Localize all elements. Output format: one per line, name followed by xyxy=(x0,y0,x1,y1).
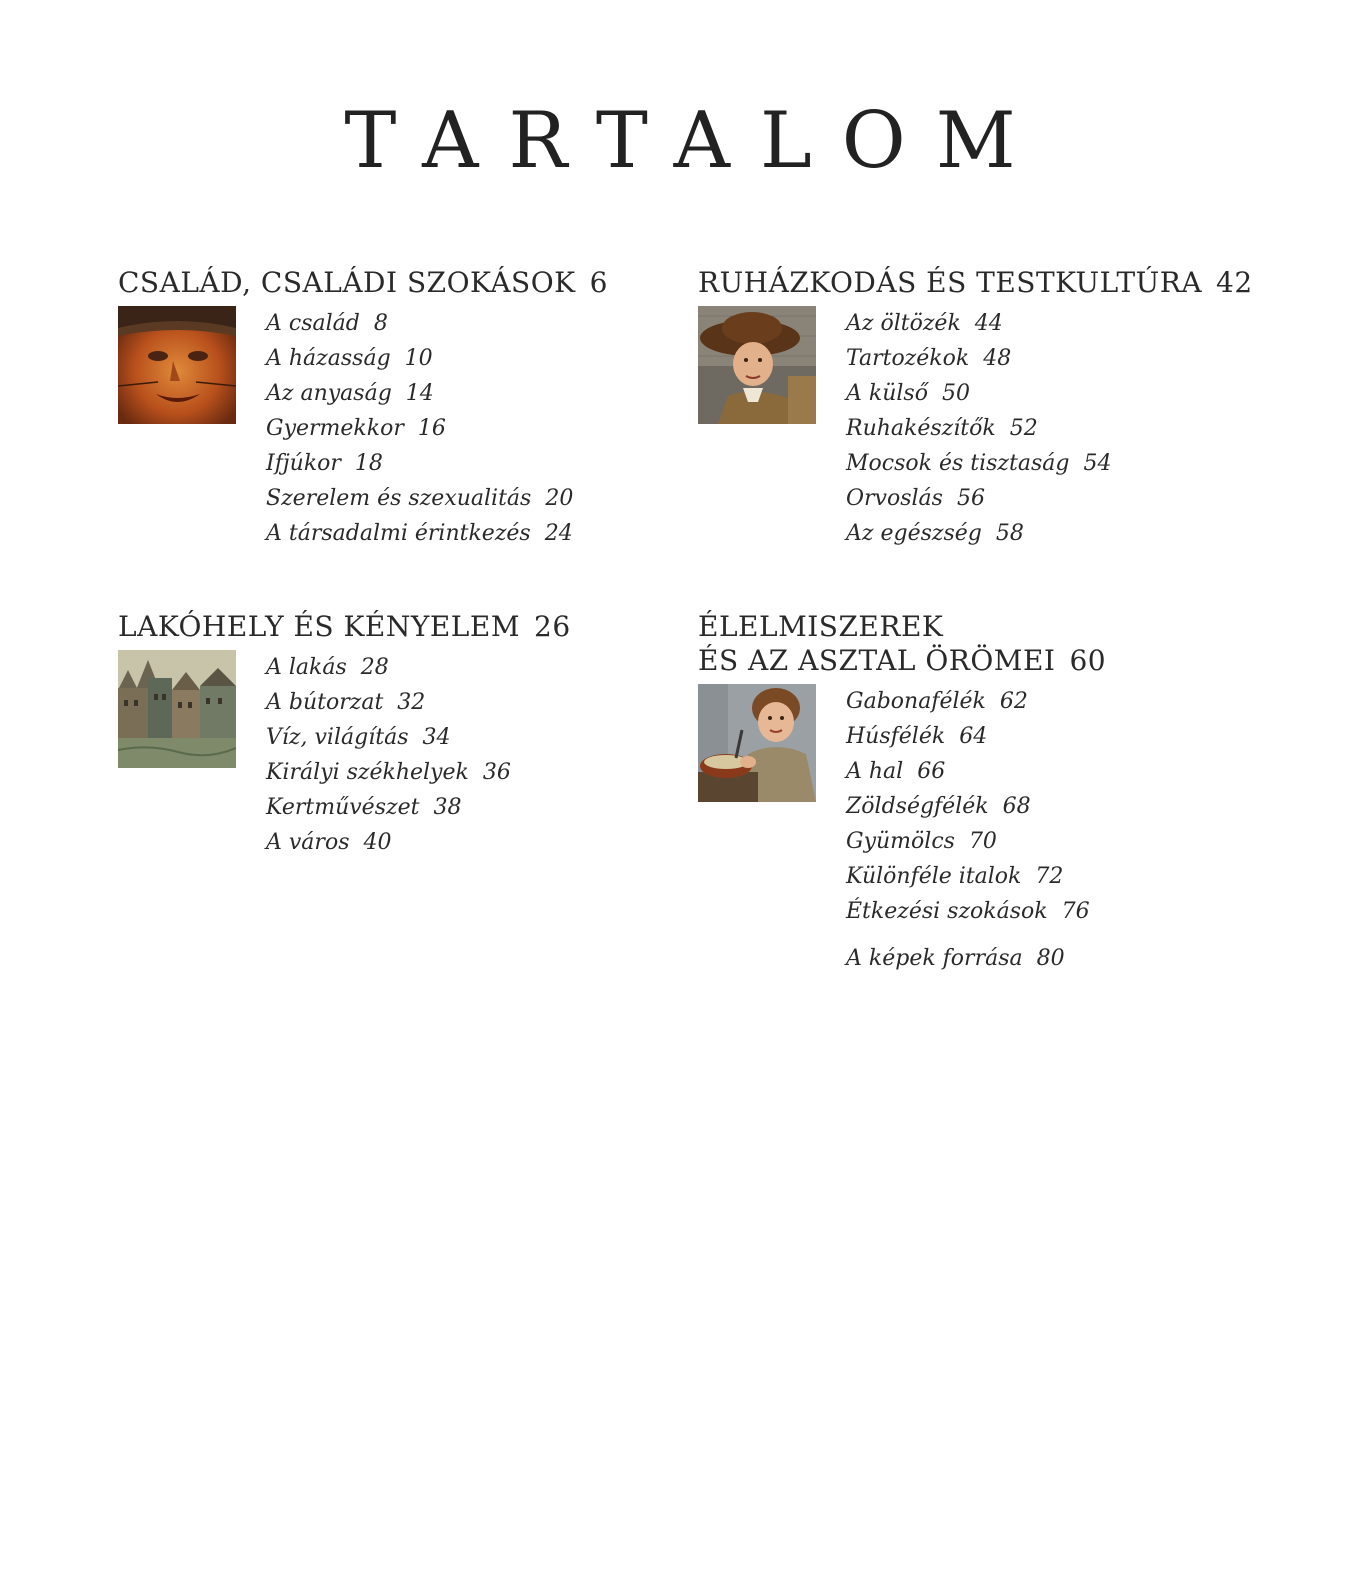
entry-label: Az anyaság xyxy=(266,381,392,406)
section-page-number: 26 xyxy=(534,610,571,643)
section-page-number: 60 xyxy=(1069,644,1107,677)
toc-entry[interactable] xyxy=(846,306,1258,341)
toc-entry[interactable] xyxy=(266,306,678,341)
entry-label: A város xyxy=(266,830,350,855)
entry-page-number: 62 xyxy=(999,689,1028,714)
entry-page-number: 34 xyxy=(422,725,451,750)
entry-label: A bútorzat xyxy=(266,690,384,715)
toc-entry[interactable] xyxy=(846,516,1258,551)
entry-page-number: 8 xyxy=(373,311,388,336)
toc-entry[interactable] xyxy=(266,790,678,825)
entry-page-number: 48 xyxy=(983,346,1012,371)
boy-eating-image xyxy=(698,684,816,802)
toc-entry[interactable] xyxy=(266,755,678,790)
image-sources-list xyxy=(698,941,1258,976)
entry-label: Tartozékok xyxy=(846,346,970,371)
entry-page-number: 10 xyxy=(404,346,433,371)
toc-entry[interactable] xyxy=(266,825,678,860)
entry-label: A hal xyxy=(846,759,904,784)
entry-page-number: 76 xyxy=(1061,899,1090,924)
entry-label: A család xyxy=(266,311,360,336)
entry-label: A külső xyxy=(846,381,928,406)
toc-entry[interactable] xyxy=(266,446,678,481)
town-painting-image xyxy=(118,650,236,768)
entry-label: Királyi székhelyek xyxy=(266,760,469,785)
entry-label: Az egészség xyxy=(846,521,982,546)
toc-entry[interactable] xyxy=(266,341,678,376)
section-heading[interactable] xyxy=(118,266,678,300)
entry-page-number: 14 xyxy=(405,381,434,406)
face-painting-image xyxy=(118,306,236,424)
entry-page-number: 56 xyxy=(956,486,985,511)
section-heading-line-2: ÉS AZ ASZTAL ÖRÖMEI xyxy=(698,644,1056,677)
entry-label: Gyermekkor xyxy=(266,416,404,441)
toc-entry[interactable] xyxy=(846,376,1258,411)
section-thumbnail-town-painting xyxy=(118,650,236,768)
section-page-number: 6 xyxy=(589,266,608,299)
section-heading[interactable] xyxy=(698,610,1258,678)
toc-entry[interactable] xyxy=(846,684,1258,719)
toc-entry[interactable] xyxy=(846,824,1258,859)
section-thumbnail-face-painting xyxy=(118,306,236,424)
entry-label: Étkezési szokások xyxy=(846,899,1048,924)
section-heading-text: CSALÁD, CSALÁDI SZOKÁSOK xyxy=(118,266,576,299)
entry-page-number: 44 xyxy=(974,311,1003,336)
toc-entry[interactable] xyxy=(846,341,1258,376)
entry-label: Szerelem és szexualitás xyxy=(266,486,532,511)
entry-page-number: 80 xyxy=(1036,946,1065,971)
toc-section-food xyxy=(698,610,1258,976)
entry-label: Víz, világítás xyxy=(266,725,409,750)
toc-entry[interactable] xyxy=(266,411,678,446)
entry-page-number: 68 xyxy=(1002,794,1031,819)
entry-label: Különféle italok xyxy=(846,864,1022,889)
toc-section-housing xyxy=(118,610,678,860)
toc-entry[interactable] xyxy=(846,894,1258,929)
toc-section-clothing xyxy=(698,266,1258,551)
entry-label: Ifjúkor xyxy=(266,451,341,476)
entry-label: A házasság xyxy=(266,346,391,371)
toc-section-family xyxy=(118,266,678,551)
toc-entry[interactable] xyxy=(846,859,1258,894)
entry-label: Gabonafélék xyxy=(846,689,986,714)
toc-entry[interactable] xyxy=(846,446,1258,481)
entry-label: A képek forrása xyxy=(846,946,1023,971)
entry-page-number: 52 xyxy=(1009,416,1038,441)
toc-entry-image-sources[interactable] xyxy=(846,941,1258,976)
entry-page-number: 16 xyxy=(417,416,446,441)
entry-label: Húsfélék xyxy=(846,724,946,749)
entry-page-number: 32 xyxy=(397,690,426,715)
toc-entry[interactable] xyxy=(266,481,678,516)
toc-entry[interactable] xyxy=(846,754,1258,789)
entry-page-number: 64 xyxy=(959,724,988,749)
entry-page-number: 72 xyxy=(1035,864,1064,889)
entry-page-number: 40 xyxy=(363,830,392,855)
entry-page-number: 38 xyxy=(433,795,462,820)
entry-label: Zöldségfélék xyxy=(846,794,989,819)
section-heading[interactable] xyxy=(698,266,1258,300)
toc-entry[interactable] xyxy=(846,719,1258,754)
section-page-number: 42 xyxy=(1216,266,1253,299)
entry-label: Kertművészet xyxy=(266,795,420,820)
toc-entry[interactable] xyxy=(266,376,678,411)
toc-entry[interactable] xyxy=(846,481,1258,516)
page-title: TARTALOM xyxy=(344,96,1046,186)
entry-label: Az öltözék xyxy=(846,311,961,336)
entry-label: Mocsok és tisztaság xyxy=(846,451,1070,476)
section-heading-text: RUHÁZKODÁS ÉS TESTKULTÚRA xyxy=(698,266,1203,299)
entry-page-number: 50 xyxy=(941,381,970,406)
toc-entry[interactable] xyxy=(846,789,1258,824)
toc-entry[interactable] xyxy=(266,685,678,720)
entry-label: Orvoslás xyxy=(846,486,943,511)
toc-entry[interactable] xyxy=(266,650,678,685)
entry-page-number: 28 xyxy=(360,655,389,680)
entry-page-number: 36 xyxy=(482,760,511,785)
entry-label: Ruhakészítők xyxy=(846,416,996,441)
section-heading-text: LAKÓHELY ÉS KÉNYELEM xyxy=(118,610,520,643)
toc-entry[interactable] xyxy=(846,411,1258,446)
toc-entry[interactable] xyxy=(266,516,678,551)
entry-page-number: 58 xyxy=(995,521,1024,546)
section-heading-line-1: ÉLELMISZEREK xyxy=(698,610,944,643)
toc-entry[interactable] xyxy=(266,720,678,755)
entry-page-number: 54 xyxy=(1083,451,1112,476)
entry-page-number: 66 xyxy=(917,759,946,784)
entry-label: A társadalmi érintkezés xyxy=(266,521,531,546)
entry-label: A lakás xyxy=(266,655,347,680)
entry-label: Gyümölcs xyxy=(846,829,955,854)
entry-page-number: 20 xyxy=(545,486,574,511)
entry-page-number: 18 xyxy=(354,451,383,476)
boy-in-hat-image xyxy=(698,306,816,424)
section-heading[interactable] xyxy=(118,610,678,644)
entry-page-number: 24 xyxy=(544,521,573,546)
section-thumbnail-boy-eating xyxy=(698,684,816,802)
entry-page-number: 70 xyxy=(968,829,997,854)
section-thumbnail-boy-in-hat xyxy=(698,306,816,424)
